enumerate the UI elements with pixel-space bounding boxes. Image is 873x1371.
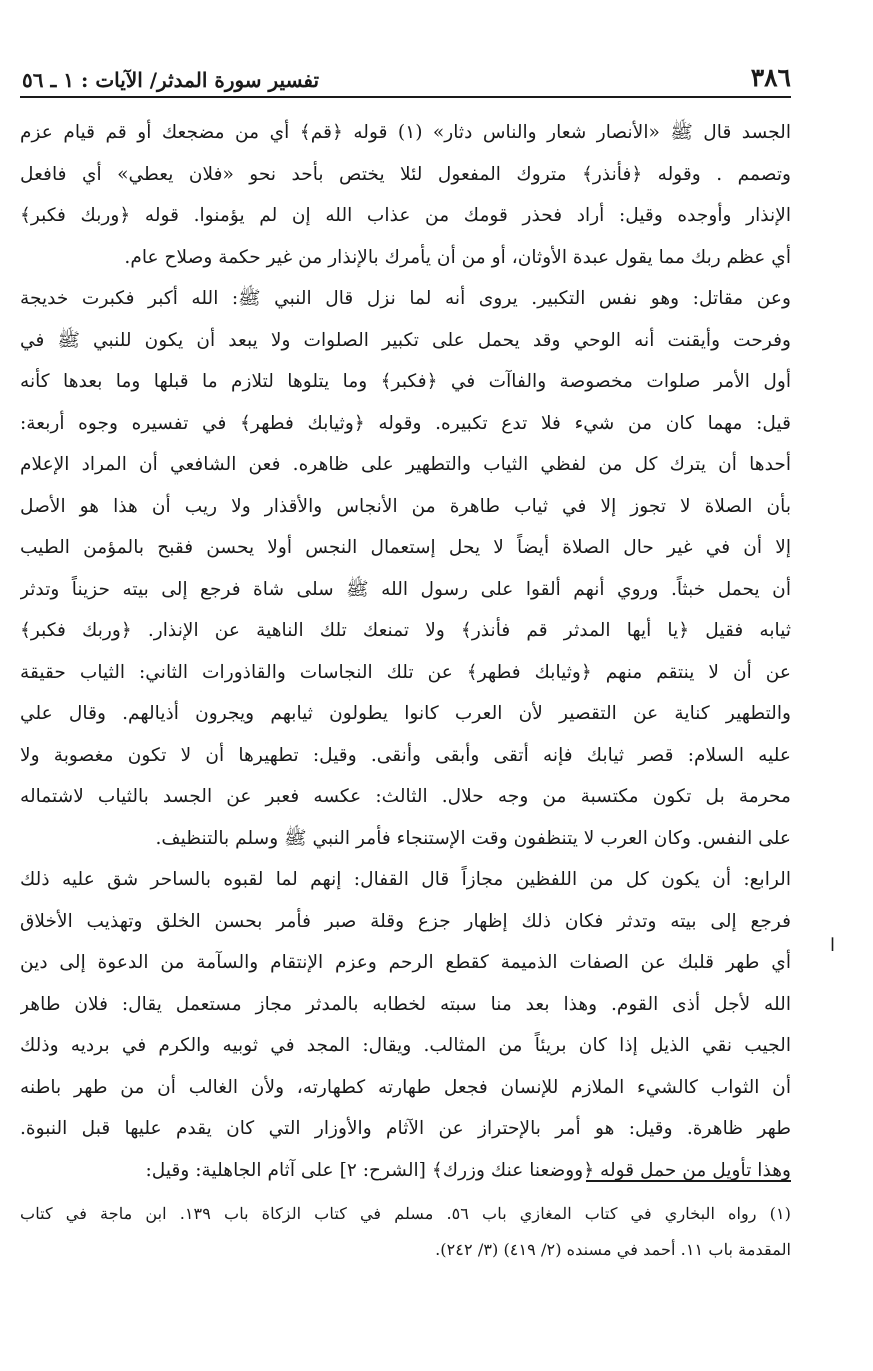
text-line: أول الأمر صلوات مخصوصة والفاآت في ﴿فكبر﴾ وما يتلوها لتلازم ما قبلها وما بعدها كأنه <box>20 371 791 392</box>
text-line: وعن مقاتل: وهو نفس التكبير. يروى أنه لما نزل قال النبي ﷺ: الله أكبر فكبرت خديجة <box>20 288 791 309</box>
text-line: أن يحمل خبثاً. وروي أنهم ألقوا على رسول الله ﷺ سلى شاة فرجع إلى بيته حزيناً وتدثر <box>20 578 791 600</box>
running-title: تفسير سورة المدثر/ الآيات : ١ ـ ٥٦ <box>22 68 320 92</box>
text-line: الجسد قال ﷺ «الأنصار شعار والناس دثار» (١) قوله ﴿قم﴾ أي من مضجعك أو قم قيام عزم <box>20 122 791 143</box>
text-line: محرمة بل تكون مكتسبة من وجه حلال. الثالث: عكسه فعبر عن الجسد بالثياب لاشتماله <box>20 786 791 807</box>
text-line: عن أن لا ينتقم منهم ﴿وثيابك فطهر﴾ عن تلك النجاسات والقاذورات الثاني: الثياب حقيقة <box>20 661 791 683</box>
text-line: قيل: مهما كان من شيء فلا تدع تكبيره. وقوله ﴿وثيابك فطهر﴾ في تفسيره وجوه أربعة: <box>20 412 791 434</box>
text-line: عليه السلام: قصر ثيابك فإنه أتقى وأبقى وأنقى. وقيل: تطهيرها أن لا تكون مغصوبة ولا <box>20 744 791 766</box>
footnote-line: (١) رواه البخاري في كتاب المغازي باب ٥٦. مسلم في كتاب الزكاة باب ١٣٩. ابن ماجة في كتاب <box>20 1204 791 1223</box>
text-line: على النفس. وكان العرب لا يتنظفون وقت الإستنجاء فأمر النبي ﷺ وسلم بالتنظيف. <box>155 827 791 849</box>
main-text <box>20 112 791 1191</box>
header-divider <box>20 96 791 98</box>
margin-mark: ا <box>829 935 835 956</box>
footnotes <box>20 1196 791 1268</box>
text-line: أي عظم ربك مما يقول عبدة الأوثان، أو من أن يأمرك بالإنذار من غير حكمة وصلاح عام. <box>124 246 791 268</box>
text-line: الإنذار وأوجده وقيل: أراد فحذر قومك من عذاب الله إن لم يؤمنوا. قوله ﴿وربك فكبر﴾ <box>20 205 791 226</box>
text-line: طهر ظاهرة. وقيل: هو أمر بالإحتراز عن الآثام والأوزار التي كان يقدم عليها قبل النبوة. <box>20 1118 791 1139</box>
text-line: ثيابه فقيل ﴿يا أيها المدثر قم فأنذر﴾ ولا تمنعك تلك الناهية عن الإنذار. ﴿وربك فكبر﴾ <box>20 620 791 641</box>
text-line: والتطهير كناية عن التقصير لأن العرب كانوا يطولون ثيابهم ويجرون أذيالهم. وقال علي <box>20 703 791 724</box>
page-header <box>22 52 791 92</box>
page-number: ٣٨٦ <box>750 63 791 92</box>
footnote-divider <box>586 1180 791 1182</box>
text-line: الله لأجل أذى القوم. وهذا بعد منا سبته لخطابه بالمدثر مجاز مستعمل يقال: فلان طاهر <box>20 993 791 1015</box>
text-line: بأن الصلاة لا تجوز إلا في ثياب طاهرة من الأنجاس والأقذار ولا ريب أن هذا هو الأصل <box>20 495 791 517</box>
footnote-line: المقدمة باب ١١. أحمد في مسنده (٢/ ٤١٩) (٣/ ٢٤٢). <box>435 1240 791 1259</box>
text-line: إلا أن في غير حال الصلاة أيضاً لا يحل إستعمال النجس أولا يحسن فقبح بالمؤمن الطيب <box>20 537 791 558</box>
text-line: وهذا تأويل من حمل قوله ﴿ووضعنا عنك وزرك﴾ [الشرح: ٢] على آثام الجاهلية: وقيل: <box>145 1159 791 1181</box>
text-line: الرابع: أن يكون كل من اللفظين مجازاً قال القفال: إنهم لما لقبوه بالساحر شق عليه ذلك <box>20 869 791 890</box>
text-line: أحدها أن يترك كل من لفظي الثياب والتطهير على ظاهره. فعن الشافعي أن المراد الإعلام <box>20 454 791 475</box>
text-line: أن الثواب كالشيء الملازم للإنسان فجعل طهارته كطهارته، ولأن الغالب أن من طهر باطنه <box>20 1076 791 1098</box>
text-line: أي طهر قلبك عن الصفات الذميمة كقطع الرحم وعزم الإنتقام والسآمة من الدعوة إلى دين <box>20 952 791 973</box>
text-line: وفرحت وأيقنت أنه الوحي وقد يحمل على تكبير الصلوات ولا يبعد أن يكون للنبي ﷺ في <box>20 329 791 351</box>
text-line: فرجع إلى بيته وتدثر فكان ذلك إظهار جزع وقلة صبر فأمر بحسن الخلق وتهذيب الأخلاق <box>20 910 791 932</box>
text-line: الجيب نقي الذيل إذا كان بريئاً من المثالب. ويقال: المجد في ثوبيه والكرم في برديه وذلك <box>20 1035 791 1056</box>
text-line: وتصمم . وقوله ﴿فأنذر﴾ متروك المفعول لئلا يختص بأحد نحو «فلان يعطي» أي فافعل <box>20 163 791 185</box>
